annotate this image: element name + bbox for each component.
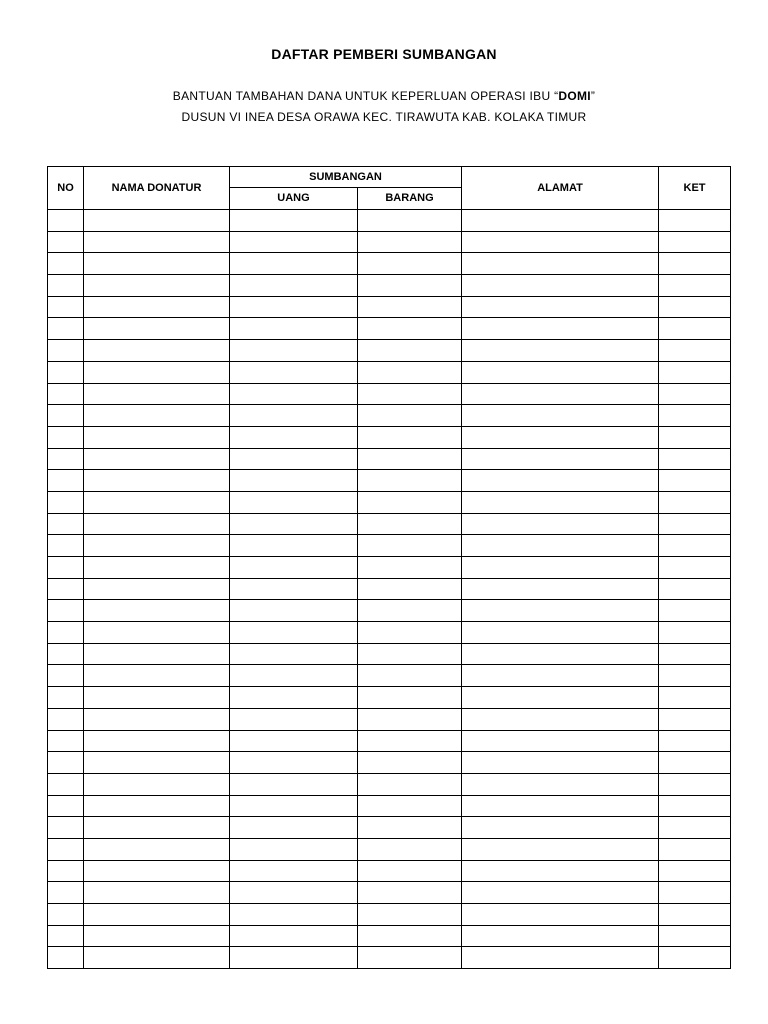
cell-uang [230, 925, 358, 947]
cell-no [48, 860, 84, 882]
cell-barang [358, 253, 462, 275]
table-row [48, 361, 731, 383]
cell-alamat [462, 795, 659, 817]
document-subtitle-line-2: DUSUN VI INEA DESA ORAWA KEC. TIRAWUTA KAB. KOLAKA TIMUR [181, 110, 587, 124]
cell-nama-donatur [84, 210, 230, 232]
table-row [48, 904, 731, 926]
cell-alamat [462, 947, 659, 969]
cell-uang [230, 426, 358, 448]
cell-ket [659, 925, 731, 947]
cell-nama-donatur [84, 535, 230, 557]
cell-no [48, 752, 84, 774]
cell-nama-donatur [84, 925, 230, 947]
cell-nama-donatur [84, 622, 230, 644]
cell-alamat [462, 708, 659, 730]
subtitle-emphasis: DOMI [558, 89, 591, 103]
cell-no [48, 795, 84, 817]
cell-ket [659, 904, 731, 926]
cell-barang [358, 708, 462, 730]
cell-uang [230, 708, 358, 730]
cell-uang [230, 296, 358, 318]
cell-nama-donatur [84, 687, 230, 709]
document-subtitle-line-1 [0, 89, 768, 103]
cell-alamat [462, 730, 659, 752]
cell-barang [358, 882, 462, 904]
table-row [48, 752, 731, 774]
cell-uang [230, 730, 358, 752]
cell-uang [230, 838, 358, 860]
cell-ket [659, 448, 731, 470]
cell-alamat [462, 513, 659, 535]
cell-uang [230, 318, 358, 340]
table-row [48, 838, 731, 860]
cell-no [48, 687, 84, 709]
cell-no [48, 578, 84, 600]
table-row [48, 557, 731, 579]
cell-uang [230, 817, 358, 839]
cell-alamat [462, 535, 659, 557]
table-row [48, 318, 731, 340]
cell-alamat [462, 231, 659, 253]
cell-alamat [462, 925, 659, 947]
table-row [48, 578, 731, 600]
cell-uang [230, 773, 358, 795]
cell-ket [659, 817, 731, 839]
header-ket: KET [659, 167, 731, 210]
cell-ket [659, 882, 731, 904]
cell-ket [659, 860, 731, 882]
table-row [48, 773, 731, 795]
cell-nama-donatur [84, 947, 230, 969]
cell-alamat [462, 448, 659, 470]
cell-no [48, 622, 84, 644]
cell-nama-donatur [84, 405, 230, 427]
cell-no [48, 904, 84, 926]
cell-nama-donatur [84, 838, 230, 860]
cell-ket [659, 795, 731, 817]
cell-ket [659, 947, 731, 969]
cell-ket [659, 622, 731, 644]
cell-alamat [462, 470, 659, 492]
cell-no [48, 838, 84, 860]
cell-nama-donatur [84, 491, 230, 513]
cell-ket [659, 535, 731, 557]
cell-nama-donatur [84, 470, 230, 492]
cell-barang [358, 470, 462, 492]
cell-no [48, 231, 84, 253]
cell-ket [659, 383, 731, 405]
cell-no [48, 773, 84, 795]
cell-no [48, 405, 84, 427]
cell-nama-donatur [84, 730, 230, 752]
cell-nama-donatur [84, 340, 230, 362]
cell-no [48, 708, 84, 730]
cell-alamat [462, 210, 659, 232]
cell-nama-donatur [84, 643, 230, 665]
cell-barang [358, 643, 462, 665]
table-row [48, 795, 731, 817]
cell-alamat [462, 773, 659, 795]
table-row [48, 231, 731, 253]
cell-no [48, 513, 84, 535]
table-body [48, 210, 731, 969]
cell-alamat [462, 643, 659, 665]
header-barang: BARANG [358, 188, 462, 210]
cell-alamat [462, 275, 659, 297]
cell-barang [358, 513, 462, 535]
cell-ket [659, 275, 731, 297]
cell-barang [358, 752, 462, 774]
cell-alamat [462, 817, 659, 839]
cell-no [48, 665, 84, 687]
cell-nama-donatur [84, 860, 230, 882]
cell-nama-donatur [84, 600, 230, 622]
cell-barang [358, 795, 462, 817]
cell-nama-donatur [84, 904, 230, 926]
cell-ket [659, 752, 731, 774]
cell-barang [358, 622, 462, 644]
cell-no [48, 426, 84, 448]
cell-ket [659, 838, 731, 860]
cell-uang [230, 687, 358, 709]
cell-alamat [462, 318, 659, 340]
cell-ket [659, 231, 731, 253]
cell-barang [358, 426, 462, 448]
cell-uang [230, 860, 358, 882]
cell-barang [358, 730, 462, 752]
cell-uang [230, 882, 358, 904]
cell-uang [230, 665, 358, 687]
cell-no [48, 557, 84, 579]
cell-no [48, 730, 84, 752]
cell-barang [358, 838, 462, 860]
cell-uang [230, 361, 358, 383]
table-row [48, 817, 731, 839]
cell-uang [230, 405, 358, 427]
cell-ket [659, 470, 731, 492]
table-row [48, 210, 731, 232]
table-row [48, 947, 731, 969]
cell-barang [358, 210, 462, 232]
cell-no [48, 361, 84, 383]
cell-alamat [462, 752, 659, 774]
cell-barang [358, 448, 462, 470]
cell-no [48, 275, 84, 297]
cell-barang [358, 491, 462, 513]
cell-ket [659, 513, 731, 535]
cell-alamat [462, 253, 659, 275]
cell-ket [659, 340, 731, 362]
cell-alamat [462, 340, 659, 362]
cell-no [48, 947, 84, 969]
cell-nama-donatur [84, 795, 230, 817]
cell-barang [358, 773, 462, 795]
cell-alamat [462, 860, 659, 882]
cell-uang [230, 535, 358, 557]
cell-uang [230, 578, 358, 600]
cell-barang [358, 925, 462, 947]
cell-ket [659, 557, 731, 579]
cell-ket [659, 296, 731, 318]
cell-ket [659, 210, 731, 232]
cell-ket [659, 708, 731, 730]
cell-no [48, 296, 84, 318]
header-sumbangan: SUMBANGAN [230, 167, 462, 188]
cell-barang [358, 231, 462, 253]
table-row [48, 535, 731, 557]
cell-ket [659, 600, 731, 622]
cell-barang [358, 405, 462, 427]
table-row [48, 470, 731, 492]
cell-no [48, 253, 84, 275]
table-row [48, 600, 731, 622]
table-row [48, 340, 731, 362]
cell-ket [659, 665, 731, 687]
cell-uang [230, 470, 358, 492]
cell-alamat [462, 557, 659, 579]
cell-barang [358, 318, 462, 340]
table-row [48, 296, 731, 318]
donor-table [47, 166, 731, 969]
cell-no [48, 491, 84, 513]
cell-uang [230, 275, 358, 297]
cell-nama-donatur [84, 253, 230, 275]
cell-no [48, 448, 84, 470]
table-row [48, 860, 731, 882]
cell-no [48, 535, 84, 557]
cell-nama-donatur [84, 773, 230, 795]
cell-ket [659, 643, 731, 665]
cell-barang [358, 600, 462, 622]
cell-alamat [462, 578, 659, 600]
cell-barang [358, 947, 462, 969]
cell-barang [358, 361, 462, 383]
cell-ket [659, 405, 731, 427]
cell-alamat [462, 882, 659, 904]
table-row [48, 448, 731, 470]
cell-no [48, 817, 84, 839]
cell-no [48, 882, 84, 904]
table-row [48, 882, 731, 904]
header-alamat: ALAMAT [462, 167, 659, 210]
cell-nama-donatur [84, 578, 230, 600]
cell-alamat [462, 426, 659, 448]
cell-nama-donatur [84, 513, 230, 535]
table-row [48, 730, 731, 752]
table-row [48, 405, 731, 427]
table-row [48, 426, 731, 448]
cell-uang [230, 752, 358, 774]
cell-barang [358, 904, 462, 926]
cell-nama-donatur [84, 665, 230, 687]
cell-uang [230, 340, 358, 362]
cell-uang [230, 513, 358, 535]
table-row [48, 665, 731, 687]
cell-uang [230, 643, 358, 665]
cell-uang [230, 622, 358, 644]
cell-ket [659, 773, 731, 795]
cell-no [48, 318, 84, 340]
cell-alamat [462, 665, 659, 687]
document-title: DAFTAR PEMBERI SUMBANGAN [271, 46, 497, 62]
cell-barang [358, 665, 462, 687]
cell-nama-donatur [84, 383, 230, 405]
cell-no [48, 600, 84, 622]
cell-nama-donatur [84, 296, 230, 318]
table-header-row [48, 167, 731, 188]
subtitle-prefix: BANTUAN TAMBAHAN DANA UNTUK KEPERLUAN OPERASI IBU “ [172, 89, 559, 103]
cell-barang [358, 340, 462, 362]
cell-uang [230, 448, 358, 470]
cell-uang [230, 253, 358, 275]
cell-uang [230, 600, 358, 622]
cell-nama-donatur [84, 448, 230, 470]
cell-uang [230, 557, 358, 579]
cell-alamat [462, 904, 659, 926]
cell-barang [358, 296, 462, 318]
cell-uang [230, 947, 358, 969]
cell-barang [358, 383, 462, 405]
cell-barang [358, 557, 462, 579]
cell-ket [659, 361, 731, 383]
cell-no [48, 470, 84, 492]
cell-ket [659, 578, 731, 600]
cell-ket [659, 687, 731, 709]
cell-uang [230, 231, 358, 253]
table-row [48, 383, 731, 405]
cell-no [48, 210, 84, 232]
cell-nama-donatur [84, 231, 230, 253]
cell-barang [358, 860, 462, 882]
cell-alamat [462, 405, 659, 427]
cell-alamat [462, 383, 659, 405]
cell-nama-donatur [84, 275, 230, 297]
cell-nama-donatur [84, 557, 230, 579]
cell-alamat [462, 296, 659, 318]
cell-ket [659, 318, 731, 340]
table-row [48, 622, 731, 644]
cell-alamat [462, 687, 659, 709]
cell-no [48, 383, 84, 405]
cell-uang [230, 210, 358, 232]
cell-uang [230, 383, 358, 405]
cell-nama-donatur [84, 708, 230, 730]
cell-barang [358, 817, 462, 839]
table-row [48, 275, 731, 297]
cell-barang [358, 687, 462, 709]
header-no: NO [48, 167, 84, 210]
cell-barang [358, 535, 462, 557]
table-row [48, 925, 731, 947]
header-nama-donatur: NAMA DONATUR [84, 167, 230, 210]
table-row [48, 513, 731, 535]
table-row [48, 708, 731, 730]
cell-ket [659, 253, 731, 275]
cell-uang [230, 491, 358, 513]
cell-alamat [462, 622, 659, 644]
cell-no [48, 643, 84, 665]
cell-nama-donatur [84, 318, 230, 340]
cell-ket [659, 426, 731, 448]
cell-alamat [462, 361, 659, 383]
cell-no [48, 925, 84, 947]
cell-no [48, 340, 84, 362]
cell-nama-donatur [84, 752, 230, 774]
subtitle-suffix: ” [590, 89, 596, 103]
header-uang: UANG [230, 188, 358, 210]
table-row [48, 253, 731, 275]
cell-alamat [462, 600, 659, 622]
cell-ket [659, 491, 731, 513]
table-row [48, 643, 731, 665]
cell-alamat [462, 491, 659, 513]
table-row [48, 687, 731, 709]
cell-uang [230, 904, 358, 926]
cell-ket [659, 730, 731, 752]
cell-nama-donatur [84, 817, 230, 839]
cell-barang [358, 275, 462, 297]
cell-nama-donatur [84, 426, 230, 448]
cell-nama-donatur [84, 361, 230, 383]
cell-nama-donatur [84, 882, 230, 904]
table-row [48, 491, 731, 513]
cell-alamat [462, 838, 659, 860]
cell-uang [230, 795, 358, 817]
cell-barang [358, 578, 462, 600]
